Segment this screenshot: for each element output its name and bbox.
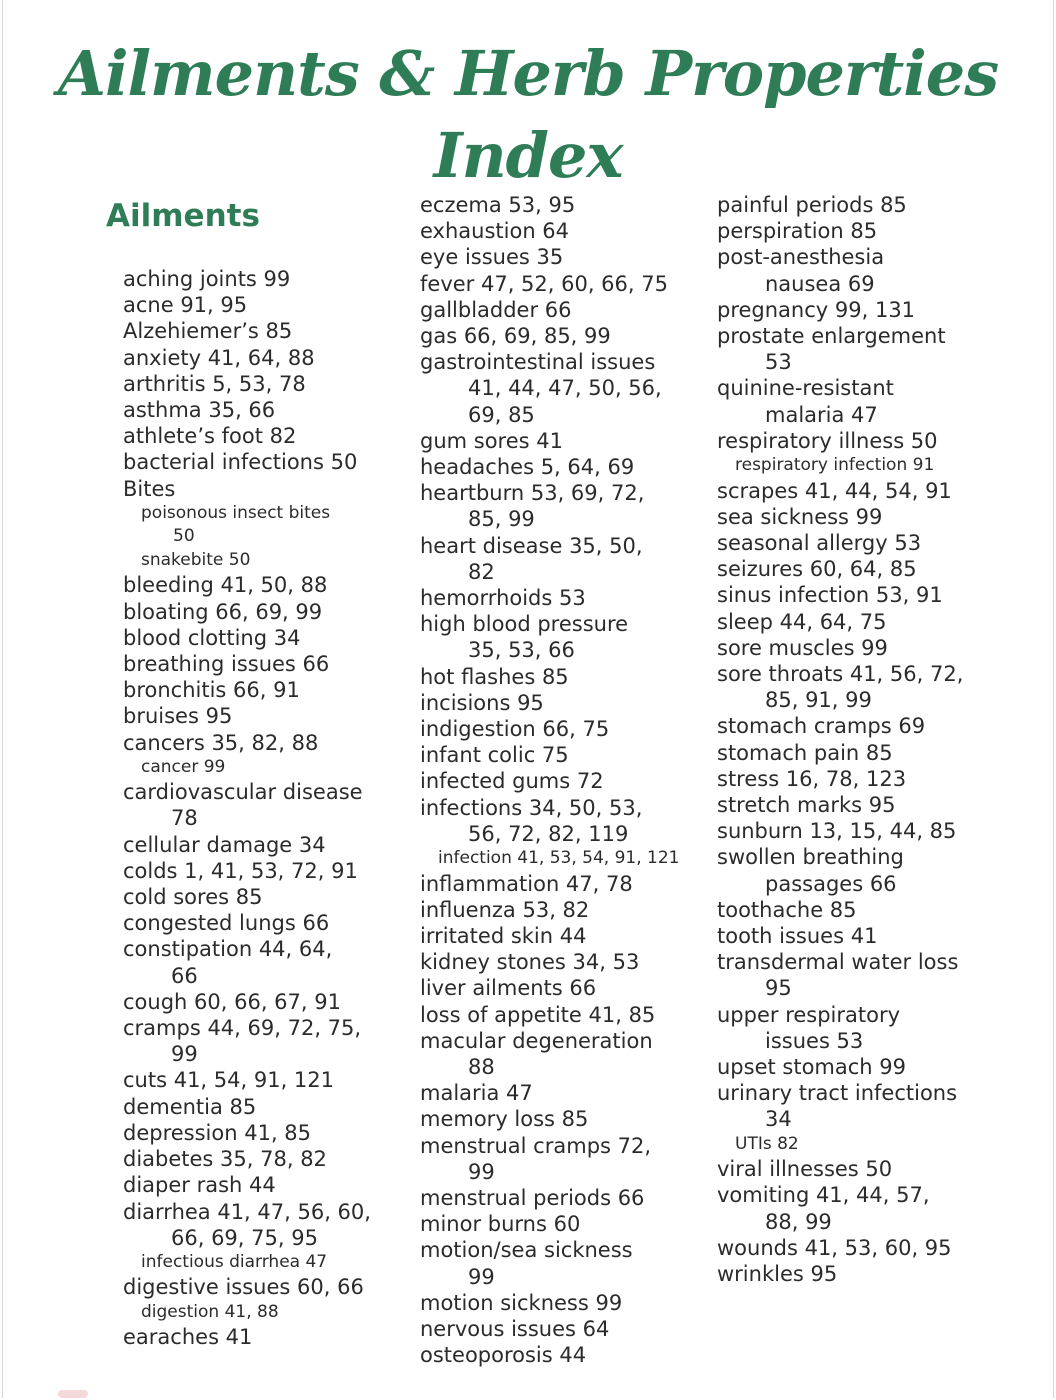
index-entry: loss of appetite 41, 85 — [420, 1002, 656, 1027]
index-entry-continuation: 88, 99 — [765, 1209, 832, 1234]
title-line-1: Ailments & Herb Properties — [57, 37, 999, 111]
index-entry-continuation: 56, 72, 82, 119 — [468, 821, 629, 846]
index-entry: arthritis 5, 53, 78 — [123, 371, 306, 396]
index-entry-continuation: 66 — [171, 963, 198, 988]
index-entry: hemorrhoids 53 — [420, 586, 586, 611]
index-entry: transdermal water loss — [717, 950, 959, 975]
index-entry: incisions 95 — [420, 690, 544, 715]
index-entry: dementia 85 — [123, 1094, 257, 1119]
index-entry: seasonal allergy 53 — [717, 530, 922, 555]
section-heading-ailments: Ailments — [106, 198, 260, 234]
index-entry-continuation: 99 — [468, 1264, 495, 1289]
index-entry: gas 66, 69, 85, 99 — [420, 324, 611, 349]
index-entry-continuation: malaria 47 — [765, 402, 878, 427]
index-entry: gastrointestinal issues — [420, 350, 656, 375]
index-entry: sleep 44, 64, 75 — [717, 609, 887, 634]
index-entry-continuation: passages 66 — [765, 871, 897, 896]
index-entry: toothache 85 — [717, 897, 857, 922]
index-column-2 — [420, 192, 679, 1368]
index-column-3 — [717, 192, 963, 1287]
index-entry: painful periods 85 — [717, 193, 907, 217]
index-entry: pregnancy 99, 131 — [717, 297, 916, 322]
index-entry: digestive issues 60, 66 — [123, 1275, 364, 1300]
index-entry-continuation: 95 — [765, 976, 792, 1001]
index-entry-continuation: 66, 69, 75, 95 — [171, 1225, 318, 1250]
index-entry: stress 16, 78, 123 — [717, 766, 907, 791]
index-entry: heartburn 53, 69, 72, — [420, 481, 645, 506]
index-entry: swollen breathing — [717, 845, 904, 870]
index-entry: sore throats 41, 56, 72, — [717, 661, 964, 686]
page-title — [0, 33, 1056, 197]
index-entry-continuation: 85, 99 — [468, 507, 535, 532]
index-entry-continuation: 69, 85 — [468, 402, 535, 427]
index-subentry: cancer 99 — [141, 756, 226, 777]
index-entry: motion sickness 99 — [420, 1290, 623, 1315]
index-entry: breathing issues 66 — [123, 651, 330, 676]
index-entry: acne 91, 95 — [123, 293, 248, 318]
index-entry: cellular damage 34 — [123, 832, 326, 857]
index-entry: diaper rash 44 — [123, 1173, 276, 1198]
index-entry-continuation: 35, 53, 66 — [468, 638, 575, 663]
index-entry: athlete’s foot 82 — [123, 424, 297, 449]
index-subentry: 50 — [173, 526, 195, 547]
index-entry: asthma 35, 66 — [123, 398, 276, 423]
index-entry: macular degeneration — [420, 1028, 653, 1053]
index-entry: post-anesthesia — [717, 245, 885, 270]
index-entry: bacterial infections 50 — [123, 450, 358, 475]
index-entry: scrapes 41, 44, 54, 91 — [717, 478, 952, 503]
index-entry-continuation: 99 — [468, 1159, 495, 1184]
title-line-2: Index — [433, 119, 623, 193]
index-entry: cardiovascular disease — [123, 780, 363, 805]
index-entry: heart disease 35, 50, — [420, 533, 643, 558]
index-entry: vomiting 41, 44, 57, — [717, 1183, 930, 1208]
index-entry: fever 47, 52, 60, 66, 75 — [420, 271, 668, 296]
index-entry: aching joints 99 — [123, 267, 291, 291]
index-entry-continuation: 53 — [765, 350, 792, 375]
index-entry: osteoporosis 44 — [420, 1343, 587, 1368]
index-entry: tooth issues 41 — [717, 923, 878, 948]
index-entry: cough 60, 66, 67, 91 — [123, 989, 341, 1014]
index-entry: diabetes 35, 78, 82 — [123, 1147, 327, 1172]
index-entry: kidney stones 34, 53 — [420, 950, 640, 975]
index-subentry: snakebite 50 — [141, 549, 251, 570]
index-entry: Bites — [123, 476, 176, 501]
index-entry: diarrhea 41, 47, 56, 60, — [123, 1199, 371, 1224]
index-entry: upper respiratory — [717, 1002, 901, 1027]
index-entry: upset stomach 99 — [717, 1055, 907, 1079]
index-entry: motion/sea sickness — [420, 1238, 633, 1263]
index-entry: respiratory illness 50 — [717, 428, 938, 453]
index-entry: prostate enlargement — [717, 324, 946, 349]
index-entry: blood clotting 34 — [123, 625, 301, 650]
index-entry: earaches 41 — [123, 1325, 253, 1350]
index-entry: sinus infection 53, 91 — [717, 583, 943, 608]
index-entry: inflammation 47, 78 — [420, 871, 633, 896]
index-entry: menstrual cramps 72, — [420, 1133, 652, 1158]
index-entry: headaches 5, 64, 69 — [420, 455, 635, 480]
index-entry: seizures 60, 64, 85 — [717, 557, 917, 582]
index-entry: quinine-resistant — [717, 376, 894, 401]
index-entry-continuation: 99 — [171, 1042, 198, 1067]
index-entry: sea sickness 99 — [717, 504, 883, 529]
index-entry-continuation: 41, 44, 47, 50, 56, — [468, 376, 662, 401]
index-subentry: respiratory infection 91 — [735, 455, 935, 476]
index-entry-continuation: 78 — [171, 806, 198, 831]
index-entry: hot flashes 85 — [420, 664, 569, 689]
index-column-1 — [123, 266, 371, 1350]
index-entry: infant colic 75 — [420, 743, 569, 768]
index-entry: stomach cramps 69 — [717, 714, 926, 739]
index-entry: bleeding 41, 50, 88 — [123, 573, 328, 598]
index-entry-continuation: issues 53 — [765, 1028, 864, 1053]
index-entry: constipation 44, 64, — [123, 937, 333, 962]
index-entry: bronchitis 66, 91 — [123, 678, 300, 703]
index-entry: menstrual periods 66 — [420, 1186, 645, 1211]
index-entry: liver ailments 66 — [420, 976, 597, 1001]
index-entry: eczema 53, 95 — [420, 193, 576, 217]
index-entry-continuation: 82 — [468, 559, 495, 584]
index-entry: indigestion 66, 75 — [420, 717, 610, 742]
index-subentry: infection 41, 53, 54, 91, 121 — [438, 848, 680, 869]
index-entry: exhaustion 64 — [420, 219, 570, 244]
index-entry: irritated skin 44 — [420, 923, 587, 948]
index-entry: colds 1, 41, 53, 72, 91 — [123, 858, 358, 883]
index-entry: eye issues 35 — [420, 245, 564, 270]
index-entry: perspiration 85 — [717, 219, 878, 244]
index-entry: gum sores 41 — [420, 428, 563, 453]
index-entry: sore muscles 99 — [717, 635, 888, 660]
index-entry: congested lungs 66 — [123, 911, 330, 936]
index-subentry: UTIs 82 — [735, 1133, 799, 1154]
index-subentry: digestion 41, 88 — [141, 1301, 279, 1322]
index-entry: infections 34, 50, 53, — [420, 795, 643, 820]
index-entry: cramps 44, 69, 72, 75, — [123, 1016, 362, 1041]
index-entry: urinary tract infections — [717, 1081, 958, 1106]
corner-decoration — [58, 1390, 88, 1398]
index-entry: cold sores 85 — [123, 885, 263, 910]
index-entry: Alzehiemer’s 85 — [123, 319, 293, 344]
index-subentry: poisonous insect bites — [141, 502, 331, 523]
index-entry: cancers 35, 82, 88 — [123, 730, 319, 755]
index-entry-continuation: 88 — [468, 1055, 495, 1079]
index-entry: anxiety 41, 64, 88 — [123, 345, 315, 370]
index-entry: infected gums 72 — [420, 769, 604, 794]
index-entry: gallbladder 66 — [420, 297, 572, 322]
index-subentry: infectious diarrhea 47 — [141, 1251, 328, 1272]
index-entry: stomach pain 85 — [717, 740, 893, 765]
index-entry: cuts 41, 54, 91, 121 — [123, 1068, 335, 1093]
index-entry: wounds 41, 53, 60, 95 — [717, 1235, 952, 1260]
index-entry-continuation: 34 — [765, 1107, 792, 1132]
index-entry: wrinkles 95 — [717, 1261, 838, 1286]
index-entry: sunburn 13, 15, 44, 85 — [717, 819, 957, 844]
index-entry: nervous issues 64 — [420, 1317, 610, 1342]
index-entry: depression 41, 85 — [123, 1120, 312, 1145]
index-entry: memory loss 85 — [420, 1107, 589, 1132]
index-entry: high blood pressure — [420, 612, 629, 637]
index-entry: minor burns 60 — [420, 1212, 581, 1237]
index-entry: malaria 47 — [420, 1081, 533, 1106]
index-entry: viral illnesses 50 — [717, 1157, 893, 1182]
index-entry: bloating 66, 69, 99 — [123, 599, 323, 624]
index-entry: stretch marks 95 — [717, 792, 896, 817]
index-entry-continuation: 85, 91, 99 — [765, 688, 872, 713]
index-entry: bruises 95 — [123, 704, 233, 729]
index-entry: influenza 53, 82 — [420, 897, 590, 922]
index-entry-continuation: nausea 69 — [765, 271, 875, 296]
